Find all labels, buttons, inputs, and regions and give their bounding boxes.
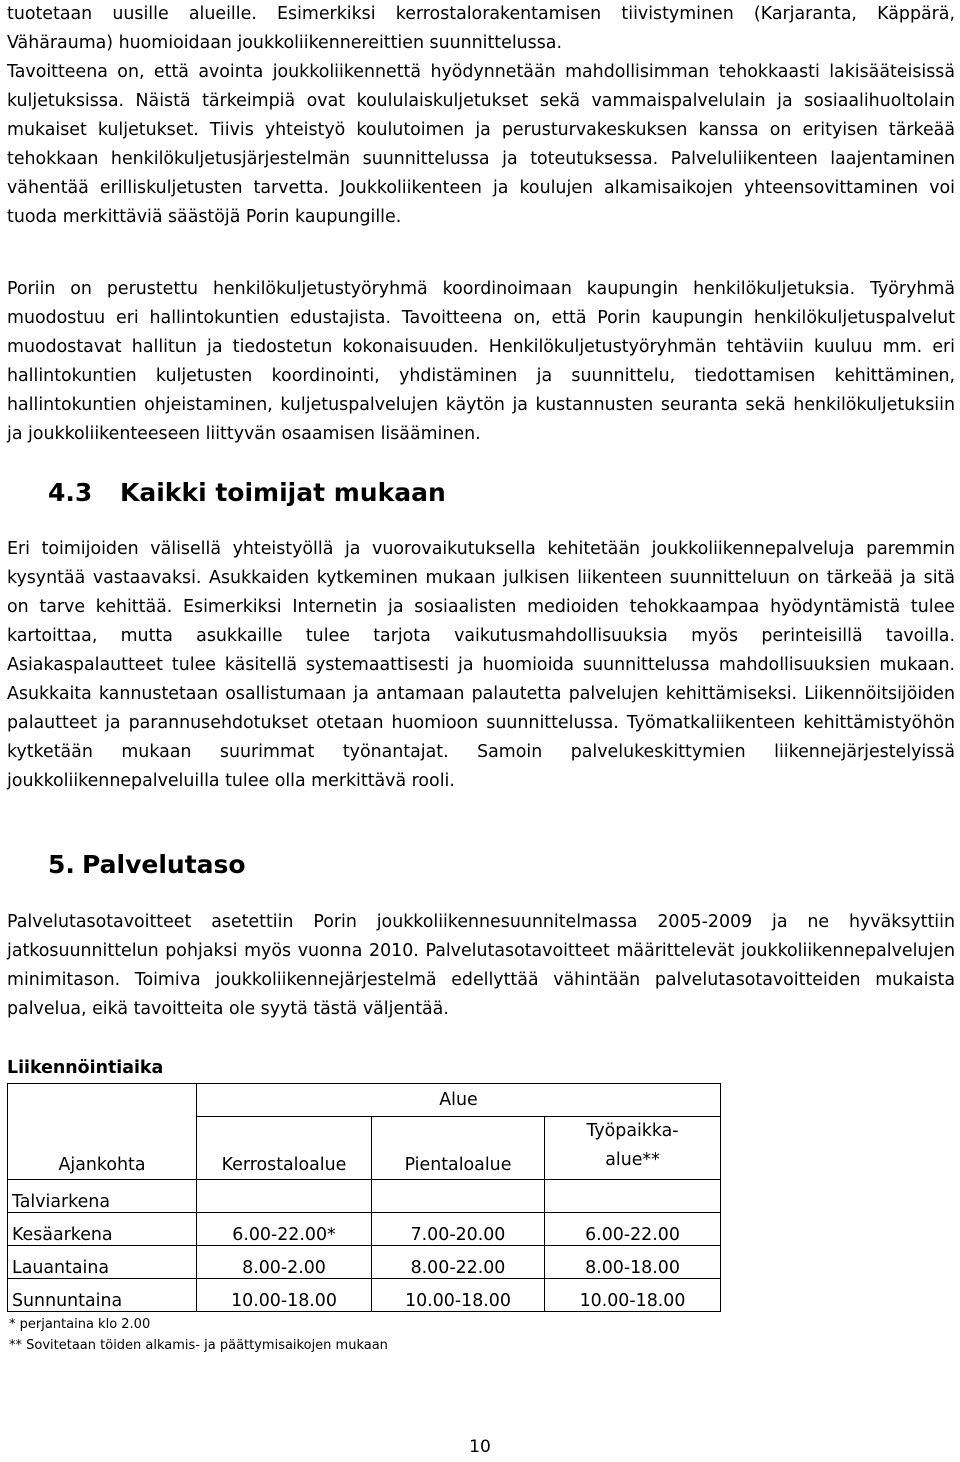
col-header-workplace-area [545,1117,721,1180]
table-group-header-row [8,1084,721,1117]
col-header-time: Ajankohta [8,1117,197,1180]
cell-apartment: 10.00-18.00 [197,1279,372,1312]
cell-workplace [545,1180,721,1213]
cell-workplace: 10.00-18.00 [545,1279,721,1312]
table-title: Liikennöintiaika [7,1058,164,1078]
table-row [8,1279,721,1312]
footnote-friday: * perjantaina klo 2.00 [9,1317,151,1332]
footnote-workplace: ** Sovitetaan töiden alkamis- ja päättymisaikojen mukaan [9,1338,388,1353]
table-row [8,1180,721,1213]
heading-4-3-title: Kaikki toimijat mukaan [120,478,446,507]
row-label: Talviarkena [8,1180,197,1213]
heading-4-3 [48,478,446,507]
table-group-header: Alue [197,1084,721,1117]
paragraph-statutory-transport: Tavoitteena on, että avointa joukkoliikennettä hyödynnetään mahdollisimman tehokkaasti lakisääteisissä kuljetuksissa. Näistä tärkeimpiä ovat koululaiskuljetukset sekä vammaispalvelulain ja sosiaalihuoltolain mukaiset kuljetukset. Tiivis yhteistyö koulutoimen ja perusturvakeskuksen kanssa on erityisen tärkeää tehokkaan henkilökuljetusjärjestelmän suunnittelussa ja toteutuksessa. Palveluliikenteen laajentaminen vähentää erilliskuljetusten tarvetta. Joukkoliikenteen ja koulujen alkamisaikojen yhteensovittaminen voi tuoda merkittäviä säästöjä Porin kaupungille. [7,62,955,227]
heading-4-3-number: 4.3 [48,478,93,507]
cell-workplace: 6.00-22.00 [545,1213,721,1246]
cell-detached: 10.00-18.00 [372,1279,545,1312]
col-header-workplace-line2: alue** [605,1150,660,1170]
cell-detached: 8.00-22.00 [372,1246,545,1279]
col-header-apartment-area: Kerrostaloalue [197,1117,372,1180]
heading-5-title: Palvelutaso [82,850,246,879]
col-header-detached-area: Pientaloalue [372,1117,545,1180]
cell-apartment: 8.00-2.00 [197,1246,372,1279]
page-number: 10 [469,1437,491,1457]
cell-apartment: 6.00-22.00* [197,1213,372,1246]
heading-5-number: 5. [48,850,75,879]
paragraph-service-level: Palvelutasotavoitteet asetettiin Porin joukkoliikennesuunnitelmassa 2005-2009 ja ne hyväksyttiin jatkosuunnittelun pohjaksi myös vuonna 2010. Palvelutasotavoitteet määrittelevät joukkoliikennepalvelujen minimitason. Toimiva joukkoliikennejärjestelmä edellyttää vähintään palvelutasotavoitteiden mukaista palvelua, eikä tavoitteita ole syytä tästä väljentää. [7,912,955,1019]
row-label: Kesäarkena [8,1213,197,1246]
table-row [8,1213,721,1246]
col-header-workplace-line1: Työpaikka- [586,1121,679,1141]
table-row [8,1246,721,1279]
operating-hours-table [7,1083,721,1312]
paragraph-transport-workgroup: Poriin on perustettu henkilökuljetustyöryhmä koordinoimaan kaupungin henkilökuljetuksia. Työryhmä muodostuu eri hallintokuntien edustajista. Tavoitteena on, että Porin kaupungin henkilökuljetuspalvelut muodostavat hallitun ja tiedostetun kokonaisuuden. Henkilökuljetustyöryhmän tehtäviin kuuluu mm. eri hallintokuntien kuljetusten koordinointi, yhdistäminen ja suunnittelu, tiedottamisen kehittäminen, hallintokuntien ohjeistaminen, kuljetuspalvelujen käytön ja kustannusten seuranta sekä henkilökuljetuksiin ja joukkoliikenteeseen liittyvän osaamisen lisääminen. [7,279,955,444]
cell-apartment [197,1180,372,1213]
table-header-row [8,1117,721,1180]
cell-detached [372,1180,545,1213]
cell-detached: 7.00-20.00 [372,1213,545,1246]
row-label: Sunnuntaina [8,1279,197,1312]
paragraph-intro: tuotetaan uusille alueille. Esimerkiksi kerrostalorakentamisen tiivistyminen (Karjaranta, Käppärä, Vähärauma) huomioidaan joukkoliikennereittien suunnittelussa. [7,4,955,53]
heading-5 [48,850,246,879]
cell-workplace: 8.00-18.00 [545,1246,721,1279]
paragraph-all-actors: Eri toimijoiden välisellä yhteistyöllä ja vuorovaikutuksella kehitetään joukkoliikennepalveluja paremmin kysyntää vastaavaksi. Asukkaiden kytkeminen mukaan julkisen liikenteen suunnitteluun on tärkeää ja sitä on tarve kehittää. Esimerkiksi Internetin ja sosiaalisten medioiden tehokkaampaa hyödyntämistä tulee kartoittaa, mutta asukkaille tulee tarjota vaikutusmahdollisuuksia myös perinteisillä tavoilla. Asiakaspalautteet tulee käsitellä systemaattisesti ja huomioida suunnittelussa mahdollisuuksien mukaan. Asukkaita kannustetaan osallistumaan ja antamaan palautetta palvelujen kehittämiseksi. Liikennöitsijöiden palautteet ja parannusehdotukset otetaan huomioon suunnittelussa. Työmatkaliikenteen kehittämistyöhön kytketään mukaan suurimmat työnantajat. Samoin palvelukeskittymien liikennejärjestelyissä joukkoliikennepalveluilla tulee olla merkittävä rooli. [7,539,955,791]
row-label: Lauantaina [8,1246,197,1279]
